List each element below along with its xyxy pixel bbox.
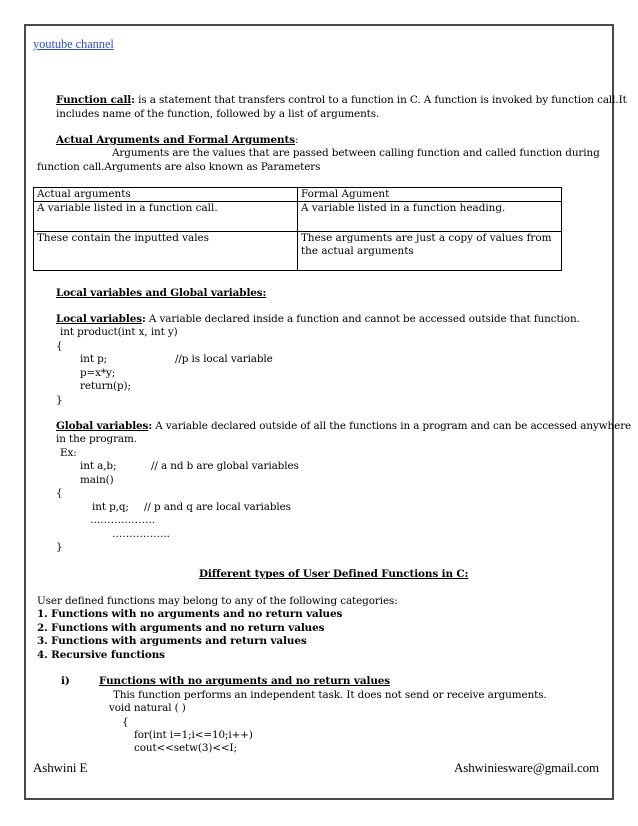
function-call-line-2: includes name of the function, followed by a list of arguments. bbox=[56, 108, 380, 120]
local-code-signature: int product(int x, int y) bbox=[60, 326, 178, 338]
arguments-line-1: Arguments are the values that are passed between calling function and called function during bbox=[112, 147, 600, 159]
table-cell: These arguments are just a copy of values from the actual arguments bbox=[298, 232, 562, 271]
global-code-dots-2: …………….. bbox=[112, 528, 170, 540]
global-code-decl: int a,b; bbox=[80, 460, 117, 472]
global-code-inner-decl: int p,q; bbox=[92, 501, 129, 513]
section-i-code-for: for(int i=1;i<=10;i++) bbox=[134, 729, 253, 741]
section-i-numeral: i) bbox=[61, 675, 70, 687]
section-i-description: This function performs an independent task. It does not send or receive arguments. bbox=[113, 689, 547, 701]
global-code-ex: Ex: bbox=[60, 447, 77, 459]
function-call-line-1 bbox=[56, 94, 627, 107]
types-heading: Different types of User Defined Functions in C: bbox=[199, 568, 469, 580]
local-code-comment: //p is local variable bbox=[175, 353, 273, 365]
variables-heading: Local variables and Global variables: bbox=[56, 287, 267, 299]
global-code-open-brace: { bbox=[56, 487, 63, 499]
function-call-text-1: is a statement that transfers control to a function in C. A function is invoked by function call.It bbox=[134, 94, 627, 106]
global-code-comment-2: // p and q are local variables bbox=[144, 501, 291, 513]
footer-author: Ashwini E bbox=[33, 760, 88, 775]
global-variables-colon: : bbox=[148, 420, 153, 432]
local-variables-line bbox=[56, 313, 580, 326]
arguments-table bbox=[33, 187, 562, 271]
footer-email: Ashwiniesware@gmail.com bbox=[454, 760, 600, 775]
table-cell: These contain the inputted vales bbox=[34, 232, 298, 271]
table-row bbox=[34, 232, 562, 271]
table-header-cell: Formal Agument bbox=[298, 188, 562, 202]
local-variables-term: Local variables bbox=[56, 313, 142, 325]
table-header-row bbox=[34, 188, 562, 202]
section-i-code-cout: cout<<setw(3)<<I; bbox=[134, 742, 237, 754]
table-header-cell: Actual arguments bbox=[34, 188, 298, 202]
global-variables-definition-2: in the program. bbox=[56, 433, 137, 445]
function-call-colon: : bbox=[131, 94, 135, 106]
types-item-4: 4. Recursive functions bbox=[37, 649, 165, 661]
arguments-heading-colon: : bbox=[294, 134, 299, 146]
local-variables-definition: A variable declared inside a function and cannot be accessed outside that function. bbox=[145, 313, 580, 325]
section-i-code-open-brace: { bbox=[122, 716, 129, 728]
local-code-assign: p=x*y; bbox=[80, 367, 116, 379]
local-code-decl: int p; bbox=[80, 353, 108, 365]
arguments-line-2: function call.Arguments are also known as Parameters bbox=[37, 161, 321, 173]
types-item-1: 1. Functions with no arguments and no return values bbox=[37, 608, 343, 620]
types-intro: User defined functions may belong to any of the following categories: bbox=[37, 595, 398, 607]
youtube-channel-link[interactable]: youtube channel bbox=[33, 37, 114, 51]
types-item-3: 3. Functions with arguments and return values bbox=[37, 635, 307, 647]
table-row bbox=[34, 202, 562, 232]
local-variables-colon: : bbox=[141, 313, 146, 325]
global-variables-definition-1: A variable declared outside of all the functions in a program and can be accessed anywhere bbox=[152, 420, 632, 432]
global-code-dots-1: ………………. bbox=[90, 514, 155, 526]
local-code-close-brace: } bbox=[56, 394, 63, 406]
table-cell: A variable listed in a function call. bbox=[34, 202, 298, 232]
local-code-open-brace: { bbox=[56, 340, 63, 352]
local-code-return: return(p); bbox=[80, 380, 131, 392]
global-code-main: main() bbox=[80, 474, 114, 486]
global-code-close-brace: } bbox=[56, 541, 63, 553]
section-i-heading: Functions with no arguments and no return values bbox=[99, 675, 391, 687]
arguments-heading bbox=[56, 134, 298, 147]
global-variables-term: Global variables bbox=[56, 420, 149, 432]
function-call-term: Function call bbox=[56, 94, 132, 106]
section-i-code-signature: void natural ( ) bbox=[109, 702, 186, 714]
global-variables-line bbox=[56, 420, 631, 433]
types-item-2: 2. Functions with arguments and no return values bbox=[37, 622, 325, 634]
global-code-comment-1: // a nd b are global variables bbox=[151, 460, 299, 472]
arguments-heading-text: Actual Arguments and Formal Arguments bbox=[56, 134, 295, 146]
table-cell: A variable listed in a function heading. bbox=[298, 202, 562, 232]
